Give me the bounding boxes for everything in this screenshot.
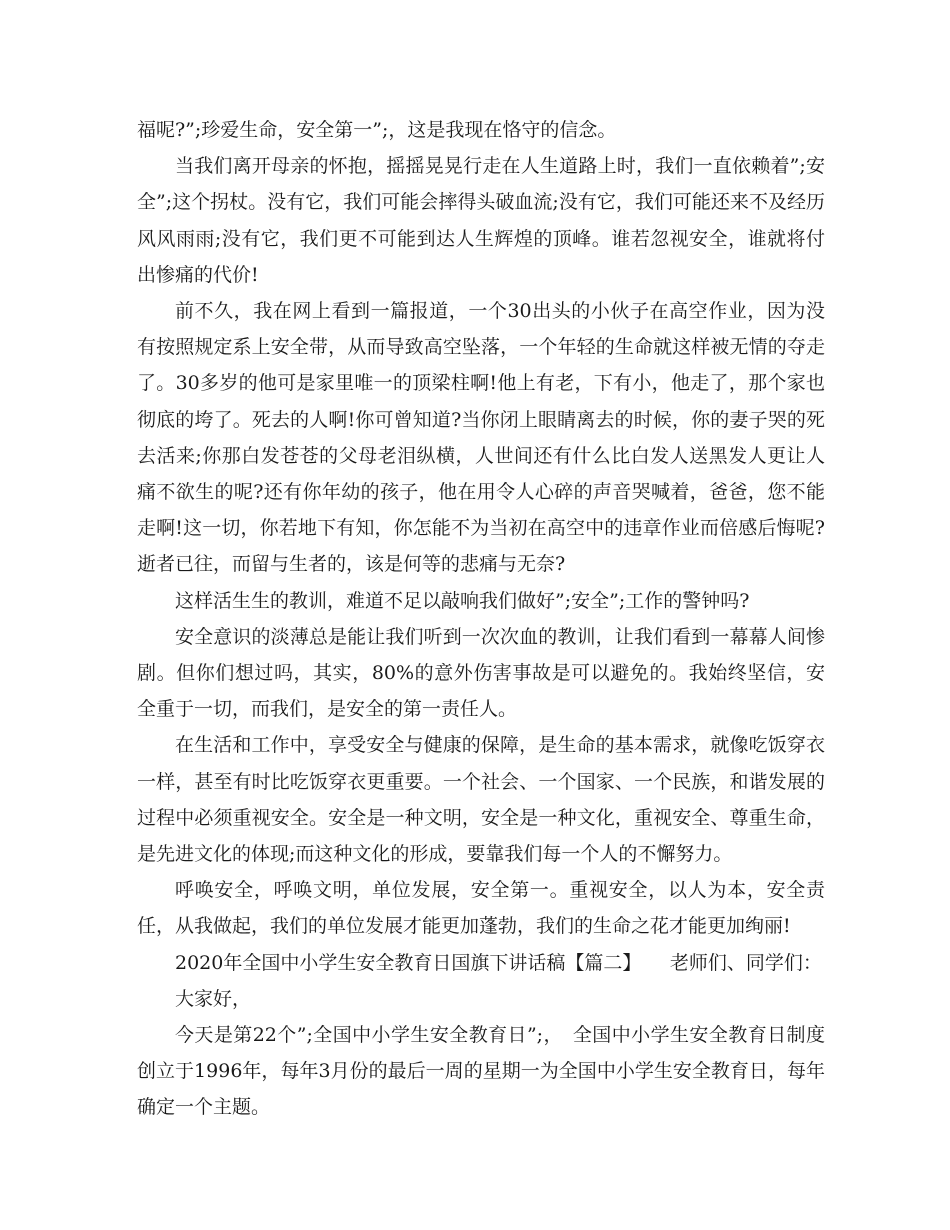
paragraph-2: 当我们离开母亲的怀抱，摇摇晃晃行走在人生道路上时，我们一直依赖着”;安全”;这个拐杖。没有它，我们可能会摔得头破血流;没有它，我们可能还来不及经历风风雨雨;没有它，我们更不可能到达人生辉煌的顶峰。谁若忽视安全，谁就将付出惨痛的代价! xyxy=(137,155,825,286)
document-body xyxy=(137,112,825,1126)
paragraph-1: 福呢?”;珍爱生命，安全第一”;，这是我现在恪守的信念。 xyxy=(137,119,617,141)
paragraph-8-heading: 2020年全国中小学生安全教育日国旗下讲话稿【篇二】 老师们、同学们： xyxy=(175,951,822,974)
paragraph-10: 今天是第22个”;全国中小学生安全教育日”;， 全国中小学生安全教育日制度创立于1996年，每年3月份的最后一周的星期一为全国中小学生安全教育日，每年确定一个主题。 xyxy=(137,1024,825,1119)
paragraph-3: 前不久，我在网上看到一篇报道，一个30出头的小伙子在高空作业，因为没有按照规定系上安全带，从而导致高空坠落，一个年轻的生命就这样被无情的夺走了。30多岁的他可是家里唯一的顶梁柱啊!他上有老，下有小，他走了，那个家也彻底的垮了。死去的人啊!你可曾知道?当你闭上眼睛离去的时候，你的妻子哭的死去活来;你那白发苍苍的父母老泪纵横，人世间还有什么比白发人送黑发人更让人痛不欲生的呢?还有你年幼的孩子，他在用令人心碎的声音哭喊着，爸爸，您不能走啊!这一切，你若地下有知，你怎能不为当初在高空中的违章作业而倍感后悔呢?逝者已往，而留与生者的，该是何等的悲痛与无奈? xyxy=(137,300,825,576)
paragraph-5: 安全意识的淡薄总是能让我们听到一次次血的教训，让我们看到一幕幕人间惨剧。但你们想过吗，其实，80%的意外伤害事故是可以避免的。我始终坚信，安全重于一切，而我们，是安全的第一责任人。 xyxy=(137,625,825,721)
paragraph-9-greeting: 大家好， xyxy=(175,987,252,1010)
paragraph-7: 呼唤安全，呼唤文明，单位发展，安全第一。重视安全，以人为本，安全责任，从我做起，我们的单位发展才能更加蓬勃，我们的生命之花才能更加绚丽! xyxy=(137,879,825,938)
paragraph-4: 这样活生生的教训，难道不足以敲响我们做好”;安全”;工作的警钟吗? xyxy=(175,589,750,612)
paragraph-6: 在生活和工作中，享受安全与健康的保障，是生命的基本需求，就像吃饭穿衣一样，甚至有时比吃饭穿衣更重要。一个社会、一个国家、一个民族，和谐发展的过程中必须重视安全。安全是一种文明，安全是一种文化，重视安全、尊重生命，是先进文化的体现;而这种文化的形成，要靠我们每一个人的不懈努力。 xyxy=(137,734,825,866)
